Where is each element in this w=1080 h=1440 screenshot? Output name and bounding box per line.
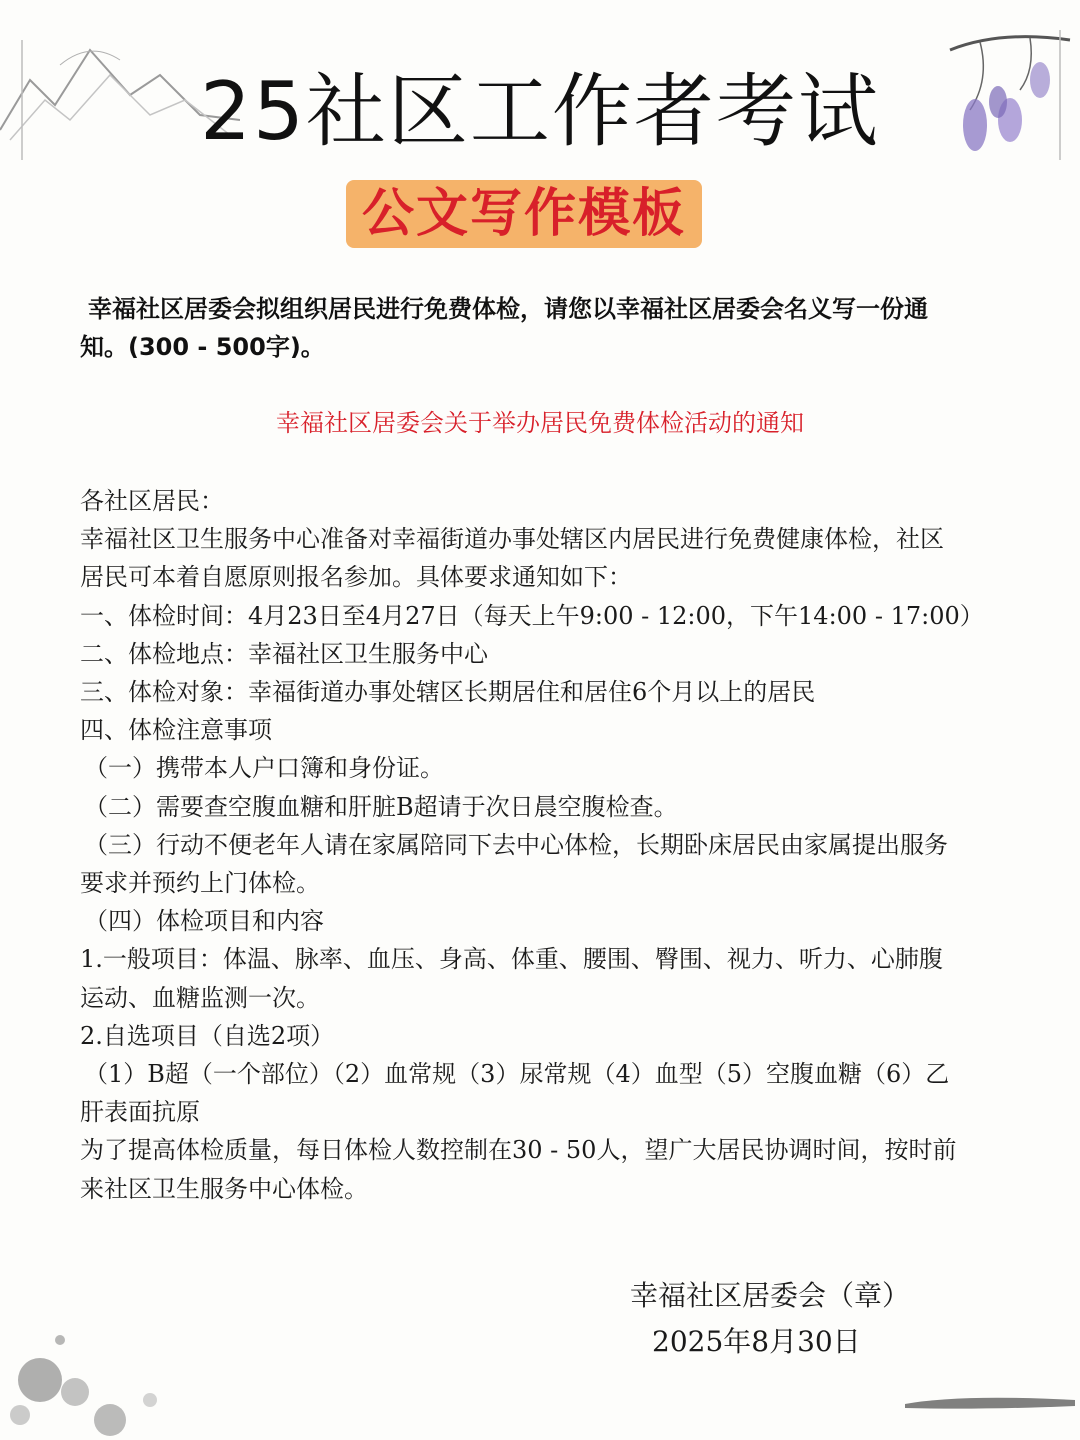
exam-question	[80, 290, 1000, 366]
body-line: （1）B超（一个部位）（2）血常规（3）尿常规（4）血型（5）空腹血糖（6）乙	[84, 1060, 950, 1089]
page-title: 25社区工作者考试	[200, 65, 880, 158]
section-heading: （四）体检项目和内容	[84, 907, 324, 936]
exam-location-line: 二、体检地点：幸福社区卫生服务中心	[80, 639, 488, 668]
signature-org: 幸福社区居委会（章）	[630, 1279, 911, 1312]
body-line: （三）行动不便老年人请在家属陪同下去中心体检，长期卧床居民由家属提出服务	[84, 830, 948, 859]
ink-brush-stroke-decoration	[900, 1380, 1080, 1420]
body-line: （一）携带本人户口簿和身份证。	[84, 754, 444, 783]
exam-target-line: 三、体检对象：幸福街道办事处辖区长期居住和居住6个月以上的居民	[80, 678, 816, 707]
notice-body	[80, 482, 1005, 1208]
body-line: 1.一般项目：体温、脉率、血压、身高、体重、腰围、臀围、视力、听力、心肺腹	[80, 945, 943, 974]
notice-title: 幸福社区居委会关于举办居民免费体检活动的通知	[276, 409, 804, 437]
signature-block	[630, 1276, 920, 1362]
body-line: 居民可本着自愿原则报名参加。具体要求通知如下：	[80, 563, 632, 592]
ink-splash-decoration	[0, 1320, 200, 1440]
body-line: 运动、血糖监测一次。	[80, 983, 320, 1012]
subtitle-badge: 公文写作模板	[346, 180, 702, 248]
body-line: 2.自选项目（自选2项）	[80, 1021, 335, 1050]
question-line: 幸福社区居委会拟组织居民进行免费体检，请您以幸福社区居委会名义写一份通	[88, 295, 928, 323]
body-line: 肝表面抗原	[80, 1098, 200, 1127]
signature-date: 2025年8月30日	[652, 1325, 861, 1358]
body-line: （二）需要查空腹血糖和肝脏B超请于次日晨空腹检查。	[84, 792, 678, 821]
body-line: 为了提高体检质量，每日体检人数控制在30 - 50人，望广大居民协调时间，按时前	[80, 1136, 957, 1165]
exam-time-line: 一、体检时间：4月23日至4月27日（每天上午9:00 - 12:00，下午14:00 - 17:00）	[80, 601, 984, 630]
section-heading: 四、体检注意事项	[80, 716, 272, 745]
body-line: 来社区卫生服务中心体检。	[80, 1174, 368, 1203]
salutation: 各社区居民：	[80, 487, 224, 515]
question-line: 知。(300 - 500字)。	[80, 333, 325, 361]
body-line: 要求并预约上门体检。	[80, 869, 320, 898]
body-line: 幸福社区卫生服务中心准备对幸福街道办事处辖区内居民进行免费健康体检，社区	[80, 525, 944, 554]
